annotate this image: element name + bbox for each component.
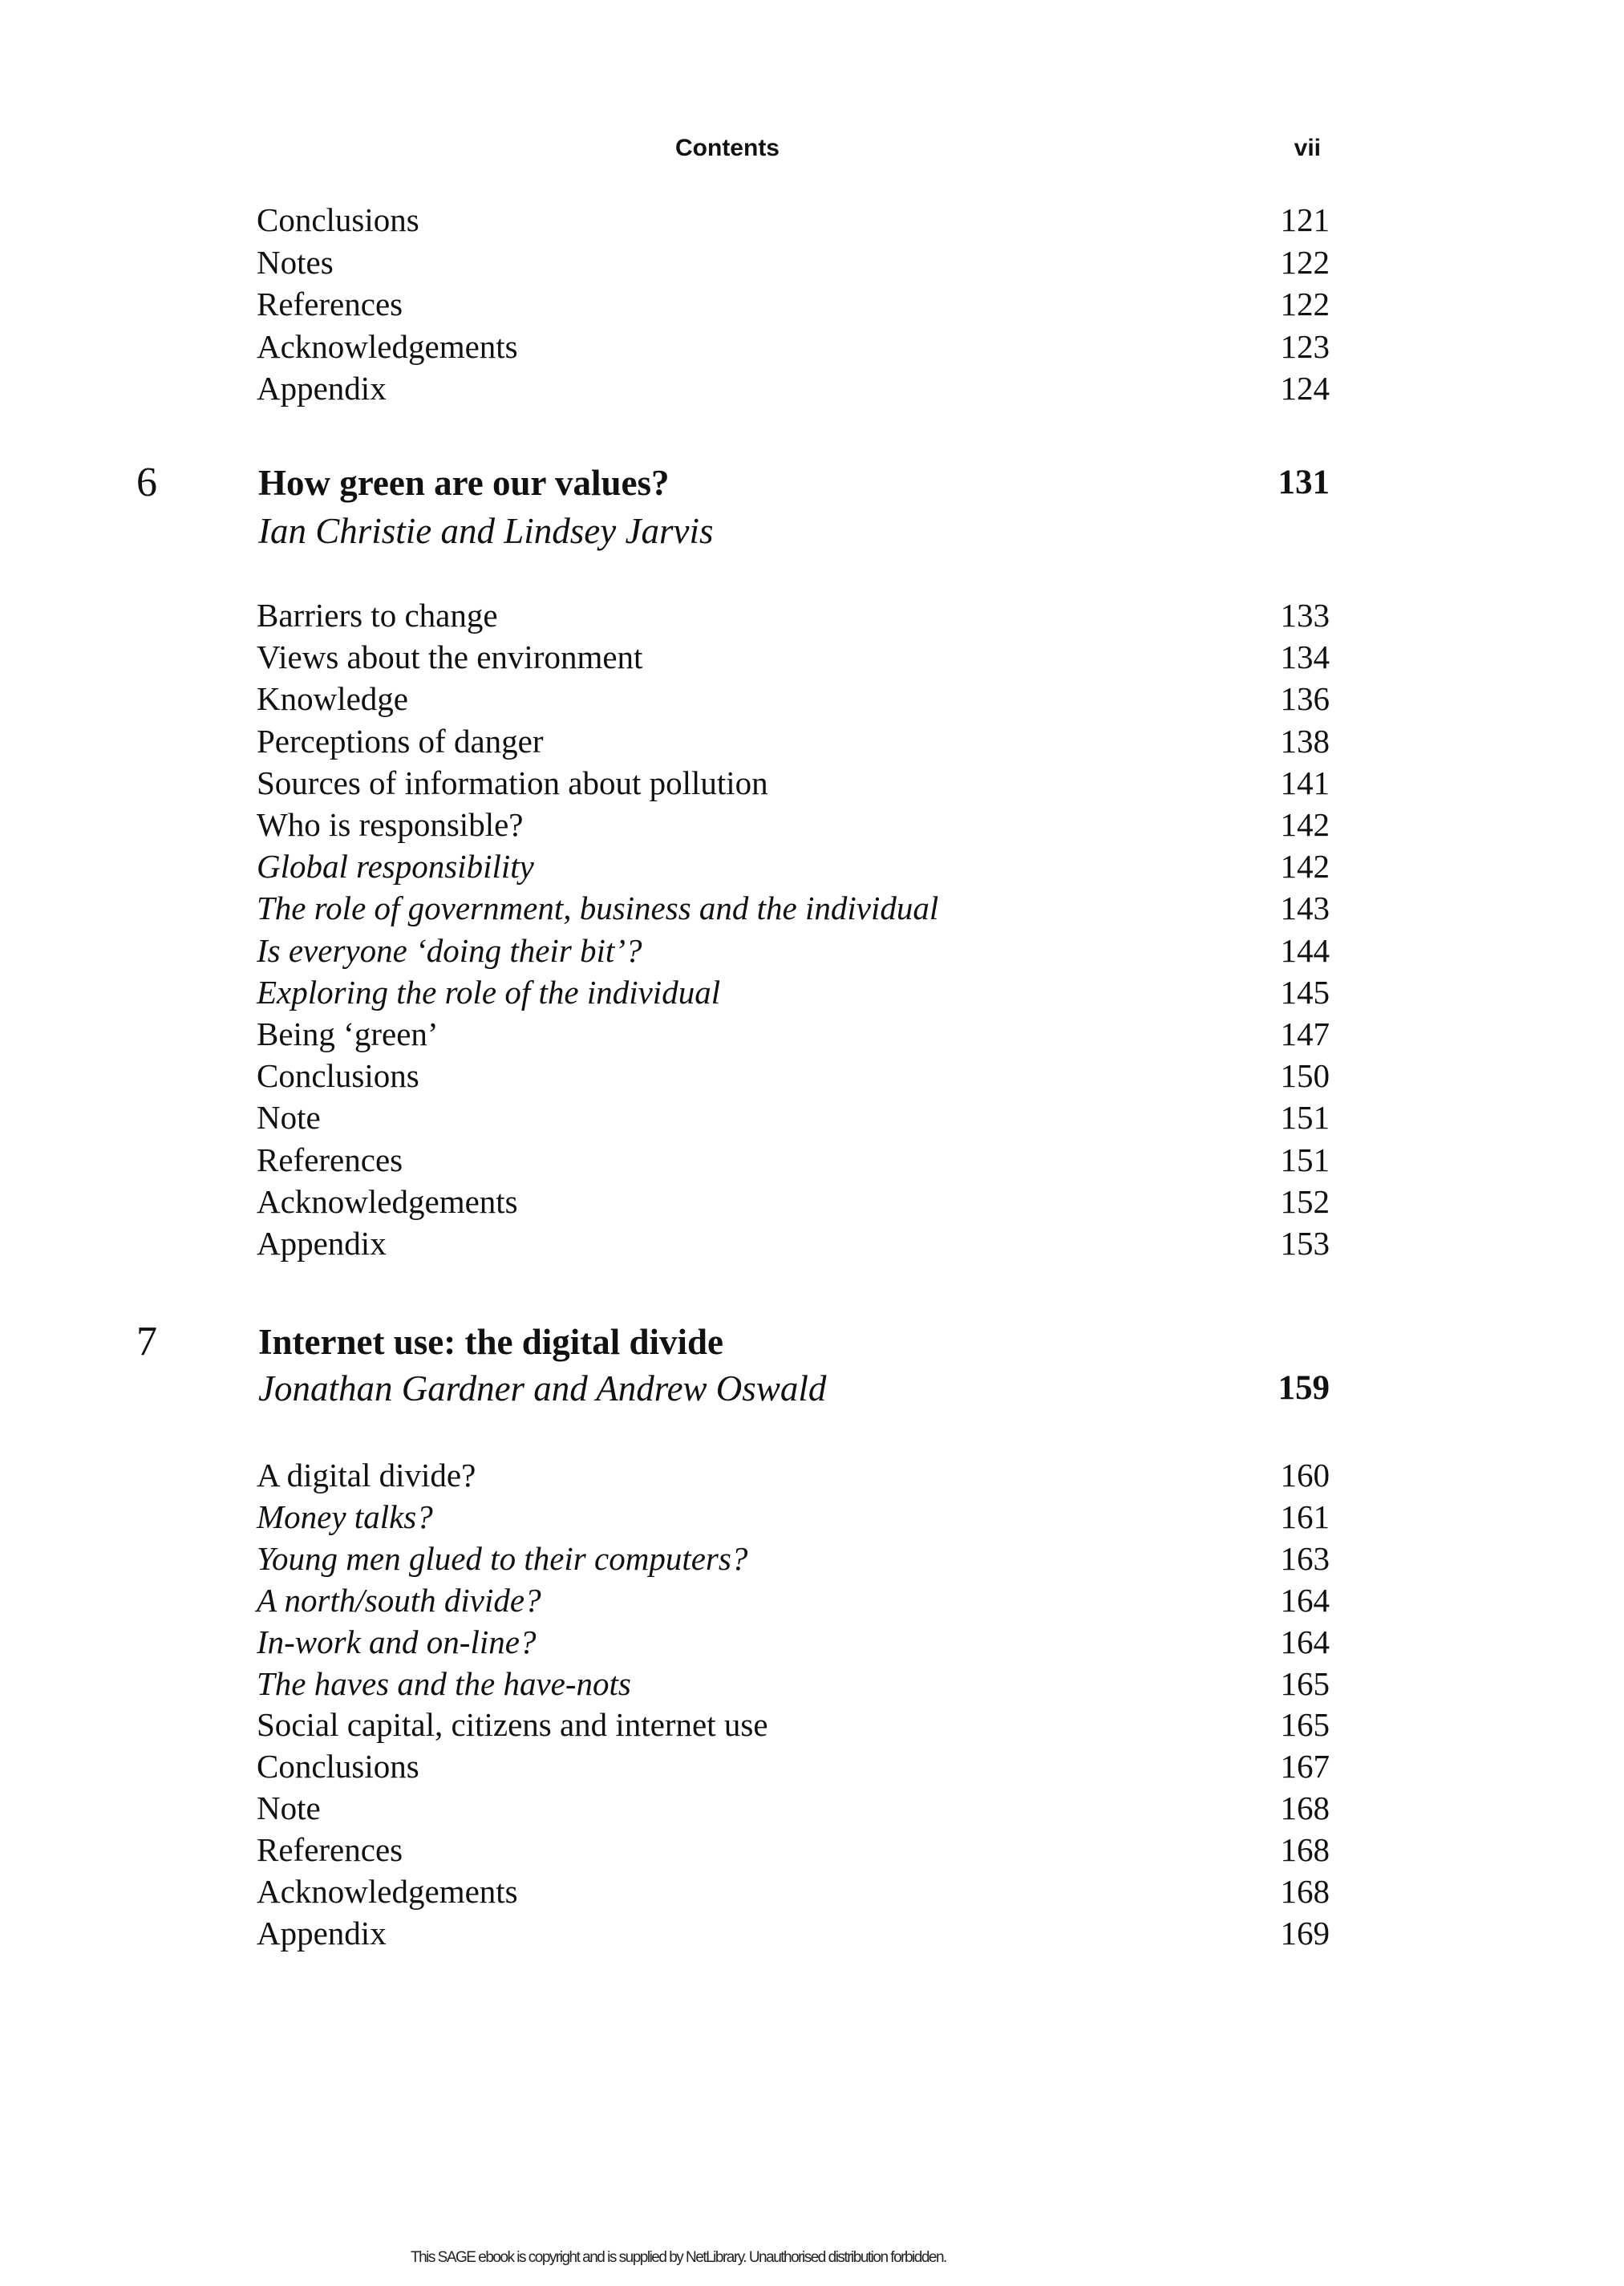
toc-entry[interactable] (257, 1912, 1330, 1954)
toc-entry[interactable] (257, 636, 1330, 678)
toc-entry[interactable] (257, 367, 1330, 409)
chapter-number: 6 (136, 460, 157, 505)
toc-entry-page: 143 (1280, 890, 1330, 927)
toc-entry[interactable] (257, 1496, 1330, 1538)
toc-entry[interactable] (257, 326, 1330, 367)
copyright-footer: This SAGE ebook is copyright and is supplied by NetLibrary. Unauthorised distribution forbidden. (411, 2249, 946, 2266)
toc-entry-page: 169 (1280, 1914, 1330, 1952)
toc-entry[interactable] (257, 1621, 1330, 1663)
toc-entry-page: 123 (1280, 327, 1330, 365)
chapter-title[interactable]: How green are our values? (258, 463, 670, 503)
toc-entry[interactable] (257, 1829, 1330, 1871)
toc-entry-label: The role of government, business and the individual (257, 890, 939, 927)
toc-entry[interactable] (257, 1222, 1330, 1264)
toc-entry-label: Notes (257, 243, 334, 281)
chapter-authors: Ian Christie and Lindsey Jarvis (258, 511, 714, 551)
toc-entry-label: Note (257, 1099, 321, 1137)
toc-entry-page: 150 (1280, 1057, 1330, 1095)
toc-entry-page: 153 (1280, 1225, 1330, 1262)
toc-entry[interactable] (257, 1663, 1330, 1704)
chapter-authors: Jonathan Gardner and Andrew Oswald (258, 1368, 827, 1408)
toc-entry-label: Appendix (257, 1914, 387, 1952)
toc-entry[interactable] (257, 762, 1330, 804)
toc-entry[interactable] (257, 678, 1330, 719)
toc-entry-label: Exploring the role of the individual (257, 973, 721, 1011)
toc-entry-label: Acknowledgements (257, 1182, 518, 1220)
toc-entry-page: 133 (1280, 597, 1330, 634)
toc-entry[interactable] (257, 1871, 1330, 1912)
toc-entry[interactable] (257, 1579, 1330, 1621)
toc-entry-label: Knowledge (257, 680, 409, 718)
toc-entry-page: 124 (1280, 370, 1330, 407)
toc-entry-page: 165 (1280, 1664, 1330, 1702)
toc-entry-page: 142 (1280, 806, 1330, 843)
page-number: vii (1294, 135, 1321, 161)
toc-entry-page: 145 (1280, 973, 1330, 1011)
toc-entry-page: 144 (1280, 931, 1330, 969)
toc-entry[interactable] (257, 971, 1330, 1013)
toc-entry-page: 138 (1280, 722, 1330, 760)
toc-entry-page: 164 (1280, 1623, 1330, 1660)
toc-entry[interactable] (257, 845, 1330, 887)
toc-entry[interactable] (257, 1181, 1330, 1222)
toc-entry-label: Conclusions (257, 201, 419, 238)
toc-entry-label: Appendix (257, 370, 387, 407)
chapter-page[interactable]: 131 (1278, 464, 1330, 501)
toc-entry-page: 122 (1280, 286, 1330, 322)
toc-entry[interactable] (257, 1787, 1330, 1829)
toc-entry-page: 164 (1280, 1581, 1330, 1619)
toc-entry-label: Global responsibility (257, 848, 534, 886)
toc-entry-label: In-work and on-line? (257, 1623, 537, 1660)
toc-entry-page: 151 (1280, 1141, 1330, 1178)
toc-entry-label: Note (257, 1789, 321, 1827)
toc-entry-label: Social capital, citizens and internet use (257, 1706, 768, 1744)
toc-entry[interactable] (257, 1096, 1330, 1138)
toc-entry-label: Is everyone ‘doing their bit’? (257, 931, 642, 969)
toc-entry[interactable] (257, 1055, 1330, 1096)
toc-entry-label: A north/south divide? (257, 1581, 541, 1619)
chapter-number: 7 (136, 1319, 157, 1364)
toc-entry-page: 134 (1280, 638, 1330, 676)
toc-entry-label: The haves and the have-nots (257, 1664, 631, 1702)
toc-entry-label: Being ‘green’ (257, 1015, 439, 1052)
toc-entry-label: Who is responsible? (257, 806, 524, 843)
toc-entry-label: References (257, 1141, 403, 1178)
toc-entry[interactable] (257, 594, 1330, 636)
toc-entry-page: 168 (1280, 1873, 1330, 1910)
toc-entry-label: Money talks? (257, 1498, 433, 1535)
toc-entry[interactable] (257, 804, 1330, 845)
toc-entry-page: 168 (1280, 1789, 1330, 1827)
toc-entry[interactable] (257, 283, 1330, 325)
toc-entry[interactable] (257, 1013, 1330, 1055)
toc-entry-page: 122 (1280, 243, 1330, 281)
toc-entry-page: 161 (1280, 1498, 1330, 1535)
toc-entry-label: Young men glued to their computers? (257, 1539, 748, 1577)
toc-entry-label: Conclusions (257, 1057, 419, 1095)
toc-entry-page: 152 (1280, 1182, 1330, 1220)
toc-entry[interactable] (257, 1704, 1330, 1745)
toc-entry-page: 141 (1280, 764, 1330, 801)
toc-entry-label: Barriers to change (257, 597, 498, 634)
toc-entry-page: 121 (1280, 201, 1330, 238)
toc-entry-page: 167 (1280, 1748, 1330, 1785)
toc-entry-page: 142 (1280, 848, 1330, 886)
toc-entry-page: 147 (1280, 1015, 1330, 1052)
toc-entry-label: References (257, 286, 403, 322)
toc-entry[interactable] (257, 1454, 1330, 1496)
toc-entry-label: Views about the environment (257, 638, 643, 676)
toc-entry-label: A digital divide? (257, 1457, 476, 1494)
toc-entry-label: Conclusions (257, 1748, 419, 1785)
toc-entry-page: 165 (1280, 1706, 1330, 1744)
toc-entry-label: References (257, 1831, 403, 1869)
toc-entry-page: 168 (1280, 1831, 1330, 1869)
toc-entry[interactable] (257, 1538, 1330, 1579)
toc-entry[interactable] (257, 887, 1330, 929)
toc-entry[interactable] (257, 241, 1330, 283)
toc-entry-label: Appendix (257, 1225, 387, 1262)
toc-entry-page: 163 (1280, 1539, 1330, 1577)
chapter-title[interactable]: Internet use: the digital divide (258, 1322, 723, 1362)
toc-entry-label: Acknowledgements (257, 1873, 518, 1910)
toc-entry-label: Acknowledgements (257, 327, 518, 365)
toc-entry[interactable] (257, 1745, 1330, 1787)
toc-entry[interactable] (257, 720, 1330, 762)
chapter-page[interactable]: 159 (1278, 1369, 1330, 1407)
page-title: Contents (675, 135, 780, 161)
toc-entry-label: Sources of information about pollution (257, 764, 768, 801)
running-head (0, 135, 1624, 167)
toc-entry-page: 136 (1280, 680, 1330, 718)
toc-entry[interactable] (257, 1139, 1330, 1181)
toc-entry-page: 151 (1280, 1099, 1330, 1137)
toc-entry[interactable] (257, 199, 1330, 241)
toc-entry-page: 160 (1280, 1457, 1330, 1494)
toc-entry[interactable] (257, 930, 1330, 971)
toc-entry-label: Perceptions of danger (257, 722, 544, 760)
